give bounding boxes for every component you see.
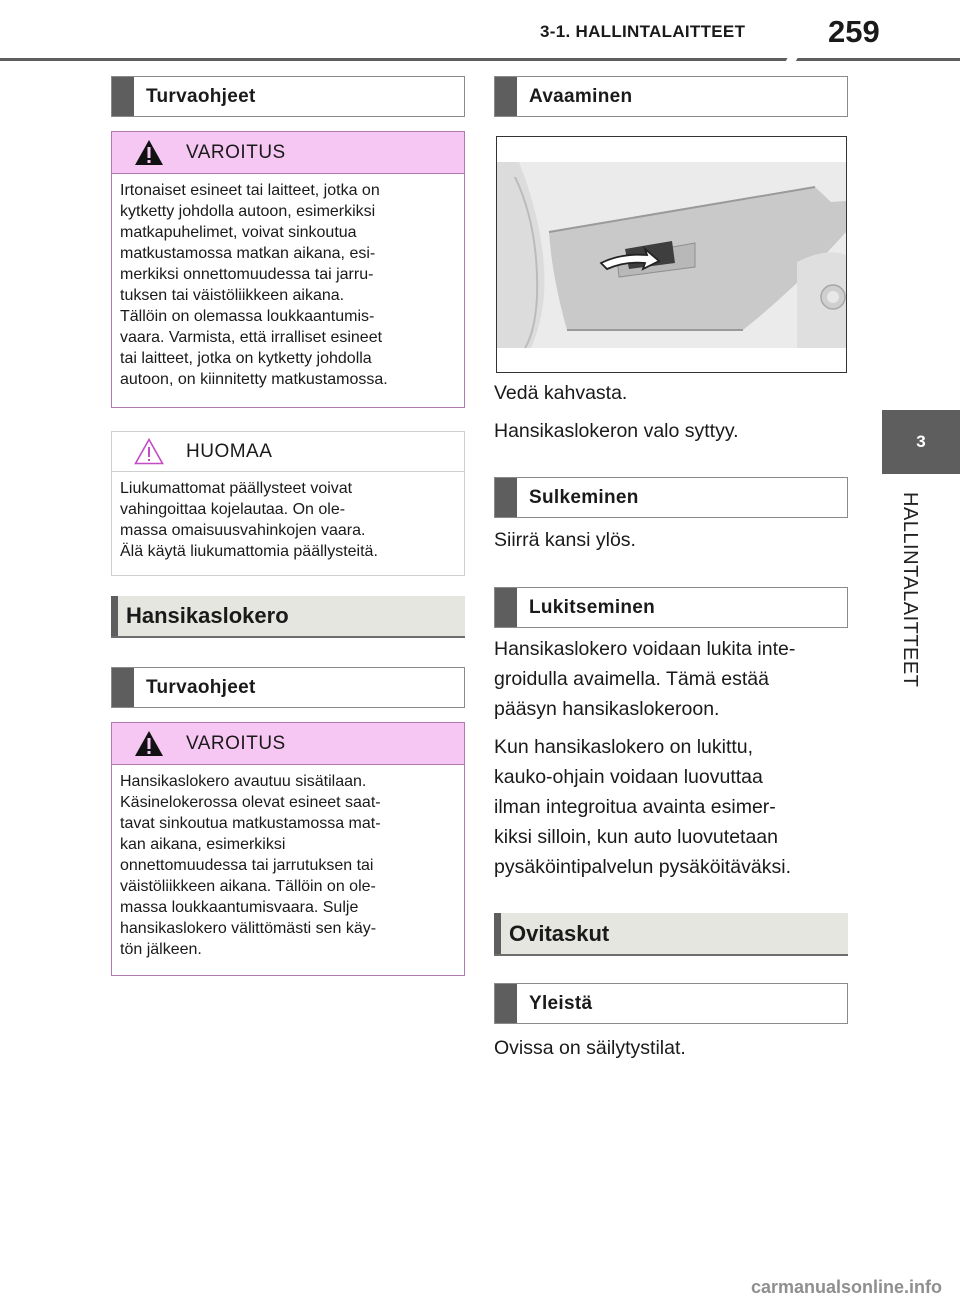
header-rule <box>0 58 960 61</box>
section-heading-glovebox <box>111 596 465 638</box>
text-line: Hansikaslokero avautuu sisätilaan. <box>120 773 367 790</box>
glovebox-illustration <box>497 137 846 372</box>
text-line: massa omaisuusvahinkojen vaara. <box>120 522 366 539</box>
subheading-closing <box>494 477 848 518</box>
text-line: Vedä kahvasta. <box>494 382 628 404</box>
text-line: Tällöin on olemassa loukkaantumis- <box>120 308 375 325</box>
notice-body <box>112 472 464 562</box>
running-header-section: 3-1. HALLINTALAITTEET <box>540 22 746 41</box>
text-line: Käsinelokerossa olevat esineet saat- <box>120 794 381 811</box>
text-line: Irtonaiset esineet tai laitteet, jotka on <box>120 182 380 199</box>
subheading-text: Yleistä <box>529 992 593 1014</box>
page-number: 259 <box>828 14 880 49</box>
text-line: tai laitteet, jotka on kytketty johdolla <box>120 350 372 367</box>
warning-body <box>112 765 464 960</box>
paragraph <box>494 525 636 555</box>
notice-header <box>112 432 464 472</box>
subheading-text: Turvaohjeet <box>146 85 256 107</box>
text-line: vaara. Varmista, että irralliset esineet <box>120 329 383 346</box>
text-line: matkapuhelimet, voivat sinkoutua <box>120 224 357 241</box>
paragraph <box>494 732 791 882</box>
warning-box-2 <box>111 722 465 976</box>
subheading-bar <box>495 588 517 627</box>
text-line: autoon, on kiinnitetty matkustamossa. <box>120 371 388 388</box>
subheading-safety-1 <box>111 76 465 117</box>
subheading-text: Lukitseminen <box>529 596 656 618</box>
subheading-bar <box>495 984 517 1023</box>
text-line: Siirrä kansi ylös. <box>494 529 636 551</box>
watermark: carmanualsonline.info <box>750 1277 942 1297</box>
text-line: Kun hansikaslokero on lukittu, <box>494 736 754 758</box>
subheading-general <box>494 983 848 1024</box>
subheading-opening <box>494 76 848 117</box>
paragraph <box>494 1033 686 1063</box>
text-line: kauko-ohjain voidaan luovuttaa <box>494 766 763 788</box>
text-line: ilman integroitua avainta esimer- <box>494 796 776 818</box>
glovebox-handle-photo <box>496 136 847 373</box>
text-line: tuksen tai väistöliikkeen aikana. <box>120 287 345 304</box>
paragraph <box>494 416 739 446</box>
text-line: groidulla avaimella. Tämä estää <box>494 668 769 690</box>
warning-header <box>112 132 464 174</box>
warning-box-1 <box>111 131 465 408</box>
text-line: tavat sinkoutua matkustamossa mat- <box>120 815 381 832</box>
text-line: pääsyn hansikaslokeroon. <box>494 698 720 720</box>
text-line: kiksi silloin, kun auto luovutetaan <box>494 826 778 848</box>
text-line: hansikaslokero välittömästi sen käy- <box>120 920 377 937</box>
text-line: Ovissa on säilytystilat. <box>494 1037 686 1059</box>
subheading-safety-2 <box>111 667 465 708</box>
heading-bar <box>111 596 118 636</box>
text-line: onnettomuudessa tai jarrutuksen tai <box>120 857 374 874</box>
paragraph <box>494 634 795 724</box>
text-line: Liukumattomat päällysteet voivat <box>120 480 353 497</box>
subheading-bar <box>495 77 517 116</box>
text-line: matkustamossa matkan aikana, esi- <box>120 245 376 262</box>
text-line: kan aikana, esimerkiksi <box>120 836 286 853</box>
text-line: vahingoittaa kojelautaa. On ole- <box>120 501 346 518</box>
warning-title: VAROITUS <box>186 732 286 754</box>
text-line: Hansikaslokeron valo syttyy. <box>494 420 739 442</box>
text-line: kytketty johdolla autoon, esimerkiksi <box>120 203 376 220</box>
text-line: väistöliikkeen aikana. Tällöin on ole- <box>120 878 376 895</box>
text-line: massa loukkaantumisvaara. Sulje <box>120 899 359 916</box>
warning-body <box>112 174 464 390</box>
heading-text: Hansikaslokero <box>126 603 289 628</box>
text-line: pysäköintipalvelun pysäköitäväksi. <box>494 856 791 878</box>
warning-header <box>112 723 464 765</box>
warning-icon <box>134 139 164 166</box>
text-line: Hansikaslokero voidaan lukita inte- <box>494 638 796 660</box>
subheading-text: Sulkeminen <box>529 486 639 508</box>
subheading-bar <box>112 77 134 116</box>
warning-icon <box>134 730 164 757</box>
subheading-locking <box>494 587 848 628</box>
text-line: merkiksi onnettomuudessa tai jarru- <box>120 266 374 283</box>
subheading-text: Turvaohjeet <box>146 676 256 698</box>
subheading-bar <box>112 668 134 707</box>
notice-title: HUOMAA <box>186 440 273 462</box>
section-heading-door-pockets <box>494 913 848 956</box>
warning-title: VAROITUS <box>186 141 286 163</box>
heading-text: Ovitaskut <box>509 920 610 946</box>
chapter-tab[interactable] <box>882 410 960 474</box>
subheading-bar <box>495 478 517 517</box>
text-line: tön jälkeen. <box>120 941 202 958</box>
chapter-tab-label: HALLINTALAITTEET <box>899 492 921 688</box>
paragraph <box>494 378 627 408</box>
subheading-text: Avaaminen <box>529 85 633 107</box>
heading-bar <box>494 913 501 954</box>
text-line: Älä käytä liukumattomia päällysteitä. <box>120 543 378 560</box>
notice-icon <box>134 438 164 465</box>
chapter-number: 3 <box>916 432 926 451</box>
notice-box <box>111 431 465 576</box>
